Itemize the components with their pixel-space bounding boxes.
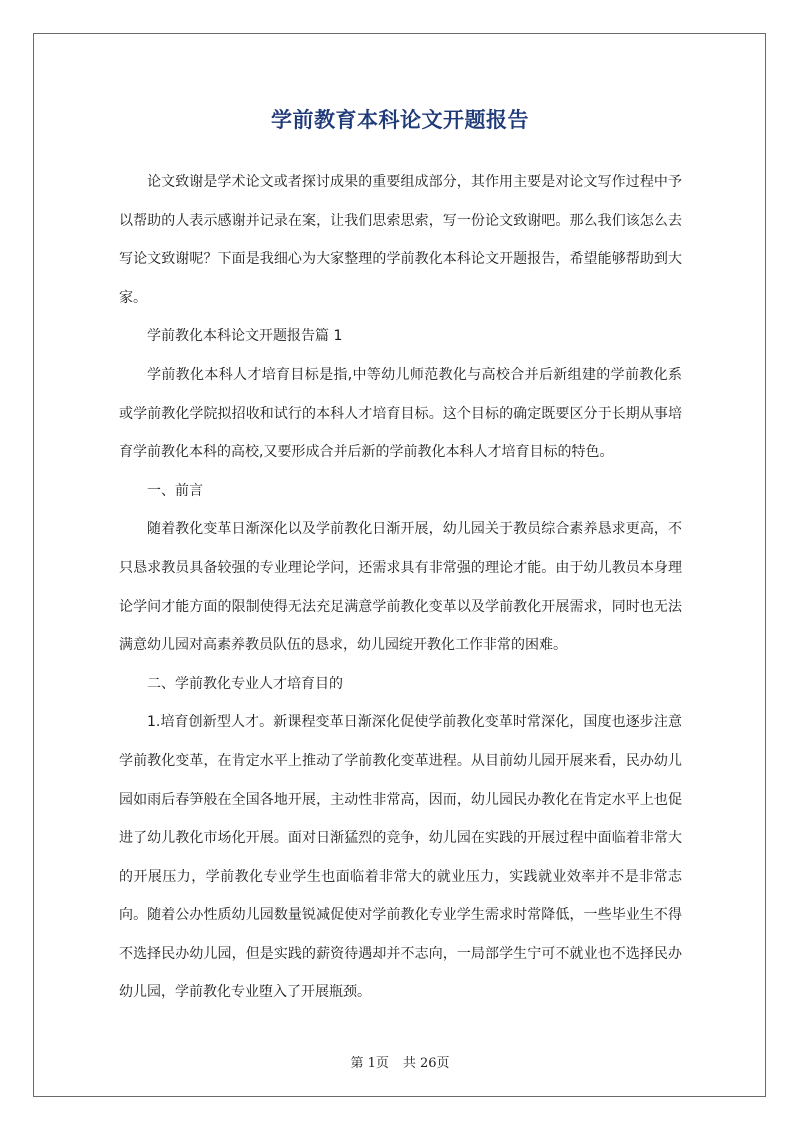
section-heading-goals: 二、学前教化专业人才培育目的	[147, 675, 343, 692]
body-paragraph: 1.培育创新型人才。新课程变革日渐深化促使学前教化变革时常深化，国度也逐步注意学前教化变革，在肯定水平上推动了学前教化变革进程。从目前幼儿园开展来看，民办幼儿园如雨后春笋般在全国各地开展，主动性非常高，因而，幼儿园民办教化在肯定水平上也促进了幼儿教化市场化开展。面对日渐猛烈的竞争，幼儿园在实践的开展过程中面临着非常大的开展压力，学前教化专业学生也面临着非常大的就业压力，实践就业效率并不是非常志向。随着公办性质幼儿园数量锐减促使对学前教化专业学生需求时常降低，一些毕业生不得不选择民办幼儿园，但是实践的薪资待遇却并不志向，一局部学生宁可不就业也不选择民办幼儿园，学前教化专业堕入了开展瓶颈。	[119, 714, 682, 1001]
section-heading-preface: 一、前言	[147, 482, 203, 499]
document-body	[119, 163, 682, 1012]
page-total: 共 26页	[402, 1056, 450, 1071]
intro-paragraph: 论文致谢是学术论文或者探讨成果的重要组成部分，其作用主要是对论文写作过程中予以帮助的人表示感谢并记录在案，让我们思索思索，写一份论文致谢吧。那么我们该怎么去写论文致谢呢？下面是我细心为大家整理的学前教化本科论文开题报告，希望能够帮助到大家。	[119, 174, 682, 306]
page-number: 第 1页	[350, 1056, 389, 1071]
page-footer	[0, 1052, 800, 1071]
body-paragraph: 随着教化变革日渐深化以及学前教化日渐开展，幼儿园关于教员综合素养恳求更高，不只恳求教员具备较强的专业理论学问，还需求具有非常强的理论才能。由于幼儿教员本身理论学问才能方面的限制使得无法充足满意学前教化变革以及学前教化开展需求，同时也无法满意幼儿园对高素养教员队伍的恳求，幼儿园绽开教化工作非常的困难。	[119, 521, 682, 654]
body-paragraph: 学前教化本科人才培育目标是指,中等幼儿师范教化与高校合并后新组建的学前教化系或学前教化学院拟招收和试行的本科人才培育目标。这个目标的确定既要区分于长期从事培育学前教化本科的高校,又要形成合并后新的学前教化本科人才培育目标的特色。	[119, 366, 682, 461]
section-heading-1: 学前教化本科论文开题报告篇 1	[147, 328, 343, 345]
document-title: 学前教育本科论文开题报告	[271, 108, 529, 132]
